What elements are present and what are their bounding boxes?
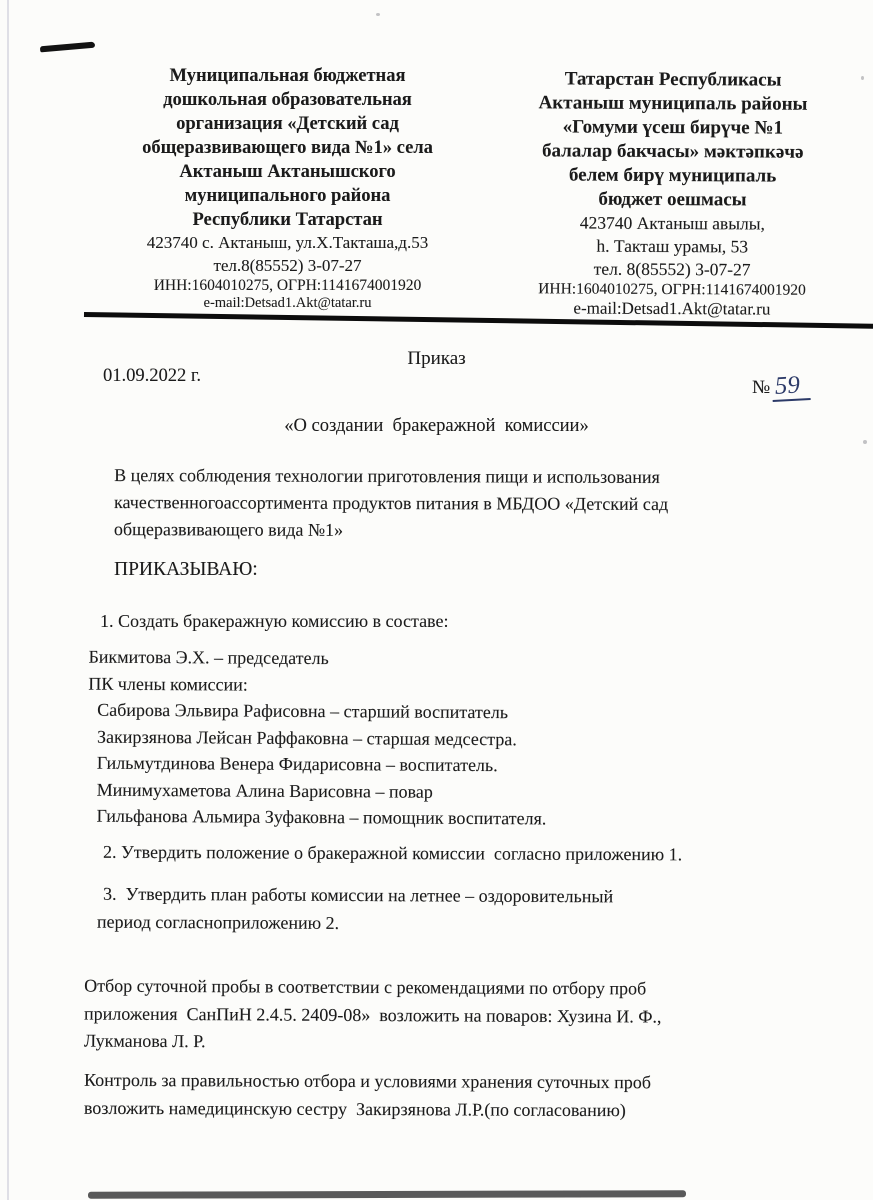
control-line: Контроль за правильностью отбора и условиями хранения суточных проб xyxy=(84,1069,651,1093)
probes-line: Лукманова Л. Р. xyxy=(83,1030,206,1052)
org-name-line: Татарстан Республикасы xyxy=(564,68,782,91)
org-phone-line: тел.8(85552) 3-07-27 xyxy=(213,255,362,275)
preamble-paragraph xyxy=(114,462,668,545)
order-item-2: 2. Утвердить положение о бракеражной комиссии согласно приложению 1. xyxy=(102,841,683,865)
org-name-line: бюджет оешмасы xyxy=(598,188,747,211)
org-name-line: организация «Детский сад xyxy=(176,114,399,134)
order-item-1: 1. Создать бракеражную комиссию в составе: xyxy=(100,611,449,631)
org-inn-line: ИНН:1604010275, ОГРН:1141674001920 xyxy=(538,280,806,299)
members-subheading: ПК члены комиссии: xyxy=(88,673,248,695)
preamble-line: общеразвивающего вида №1» xyxy=(113,519,344,540)
doc-number xyxy=(752,371,810,401)
org-inn-line: ИНН:1604010275, ОГРН:1141674001920 xyxy=(153,277,422,294)
letterhead-russian xyxy=(100,64,475,312)
org-address-line: һ. Такташ урамы, 53 xyxy=(596,235,749,257)
scan-speck xyxy=(861,76,864,80)
order-item-3-line: 3. Утвердить план работы комиссии на летнее – оздоровительный xyxy=(103,883,614,907)
org-phone-line: тел. 8(85552) 3-07-27 xyxy=(593,258,751,280)
order-item-3 xyxy=(96,880,614,939)
doc-type-title: Приказ xyxy=(407,348,466,369)
doc-date: 01.09.2022 г. xyxy=(103,366,202,386)
probes-line: Отбор суточной пробы в соответствии с рекомендациями по отбору проб xyxy=(84,975,647,999)
org-name-line: общеразвивающего вида №1» села xyxy=(142,138,433,158)
org-name-line: Актаныш Актанышского xyxy=(179,162,396,182)
preamble-line: качественногоассортимента продуктов питания в МБДОО «Детский сад xyxy=(113,492,669,514)
bottom-scan-edge-artifact xyxy=(88,1190,686,1199)
doc-subject-title: «О создании бракеражной комиссии» xyxy=(284,416,589,436)
storage-control-paragraph xyxy=(84,1067,651,1124)
number-sign: № xyxy=(752,377,771,398)
member-line-chair: Бикмитова Э.Х. – председатель xyxy=(88,646,329,669)
org-name-line: балалар бакчасы» мәктәпкәчә xyxy=(541,140,804,163)
scan-speck xyxy=(863,440,867,444)
control-line: возложить намедицинскую сестру Закирзянова Л.Р.(по согласованию) xyxy=(83,1097,626,1120)
member-line: Гильфанова Альмира Зуфаковна – помощник воспитателя. xyxy=(96,805,547,829)
doc-number-handwritten-value: 59 xyxy=(771,373,810,402)
scan-speck xyxy=(376,13,380,16)
member-line: Минимухаметова Алина Варисовна – повар xyxy=(96,779,433,802)
org-name-line: дошкольная образовательная xyxy=(163,90,412,110)
member-line: Закирзянова Лейсан Раффаковна – старшая медсестра. xyxy=(96,726,517,749)
org-name-line: белем бирү муниципаль xyxy=(568,164,777,187)
commission-members-list xyxy=(87,644,547,832)
org-name-line: Республики Татарстан xyxy=(192,210,383,230)
daily-probes-paragraph xyxy=(84,972,662,1058)
letterhead-tatar xyxy=(484,67,860,319)
order-item-3-line: период согласноприложению 2. xyxy=(96,911,340,933)
member-line: Сабирова Эльвира Рафисовна – старший воспитатель xyxy=(97,699,509,723)
org-email-line: e-mail:Detsad1.Akt@tatar.ru xyxy=(203,294,372,311)
preamble-line: В целях соблюдения технологии приготовления пищи и использования xyxy=(114,465,660,487)
marker-stroke-artifact xyxy=(40,42,95,53)
org-name-line: муниципального района xyxy=(184,186,391,206)
org-address-line: 423740 Актаныш авылы, xyxy=(579,212,765,234)
left-scan-edge-line xyxy=(7,0,9,1200)
org-name-line: Муниципальная бюджетная xyxy=(169,66,406,86)
org-address-line: 423740 с. Актаныш, ул.Х.Такташа,д.53 xyxy=(146,233,429,252)
probes-line: приложения СанПиН 2.4.5. 2409-08» возложить на поваров: Хузина И. Ф., xyxy=(83,1002,662,1027)
org-name-line: «Гомуми үсеш бирүче №1 xyxy=(562,116,784,139)
decree-keyword: ПРИКАЗЫВАЮ: xyxy=(114,559,258,580)
org-name-line: Актаныш муниципаль районы xyxy=(538,92,808,115)
member-line: Гильмутдинова Венера Фидарисовна – воспитатель. xyxy=(96,752,498,776)
org-email-line: e-mail:Detsad1.Akt@tatar.ru xyxy=(573,297,771,319)
